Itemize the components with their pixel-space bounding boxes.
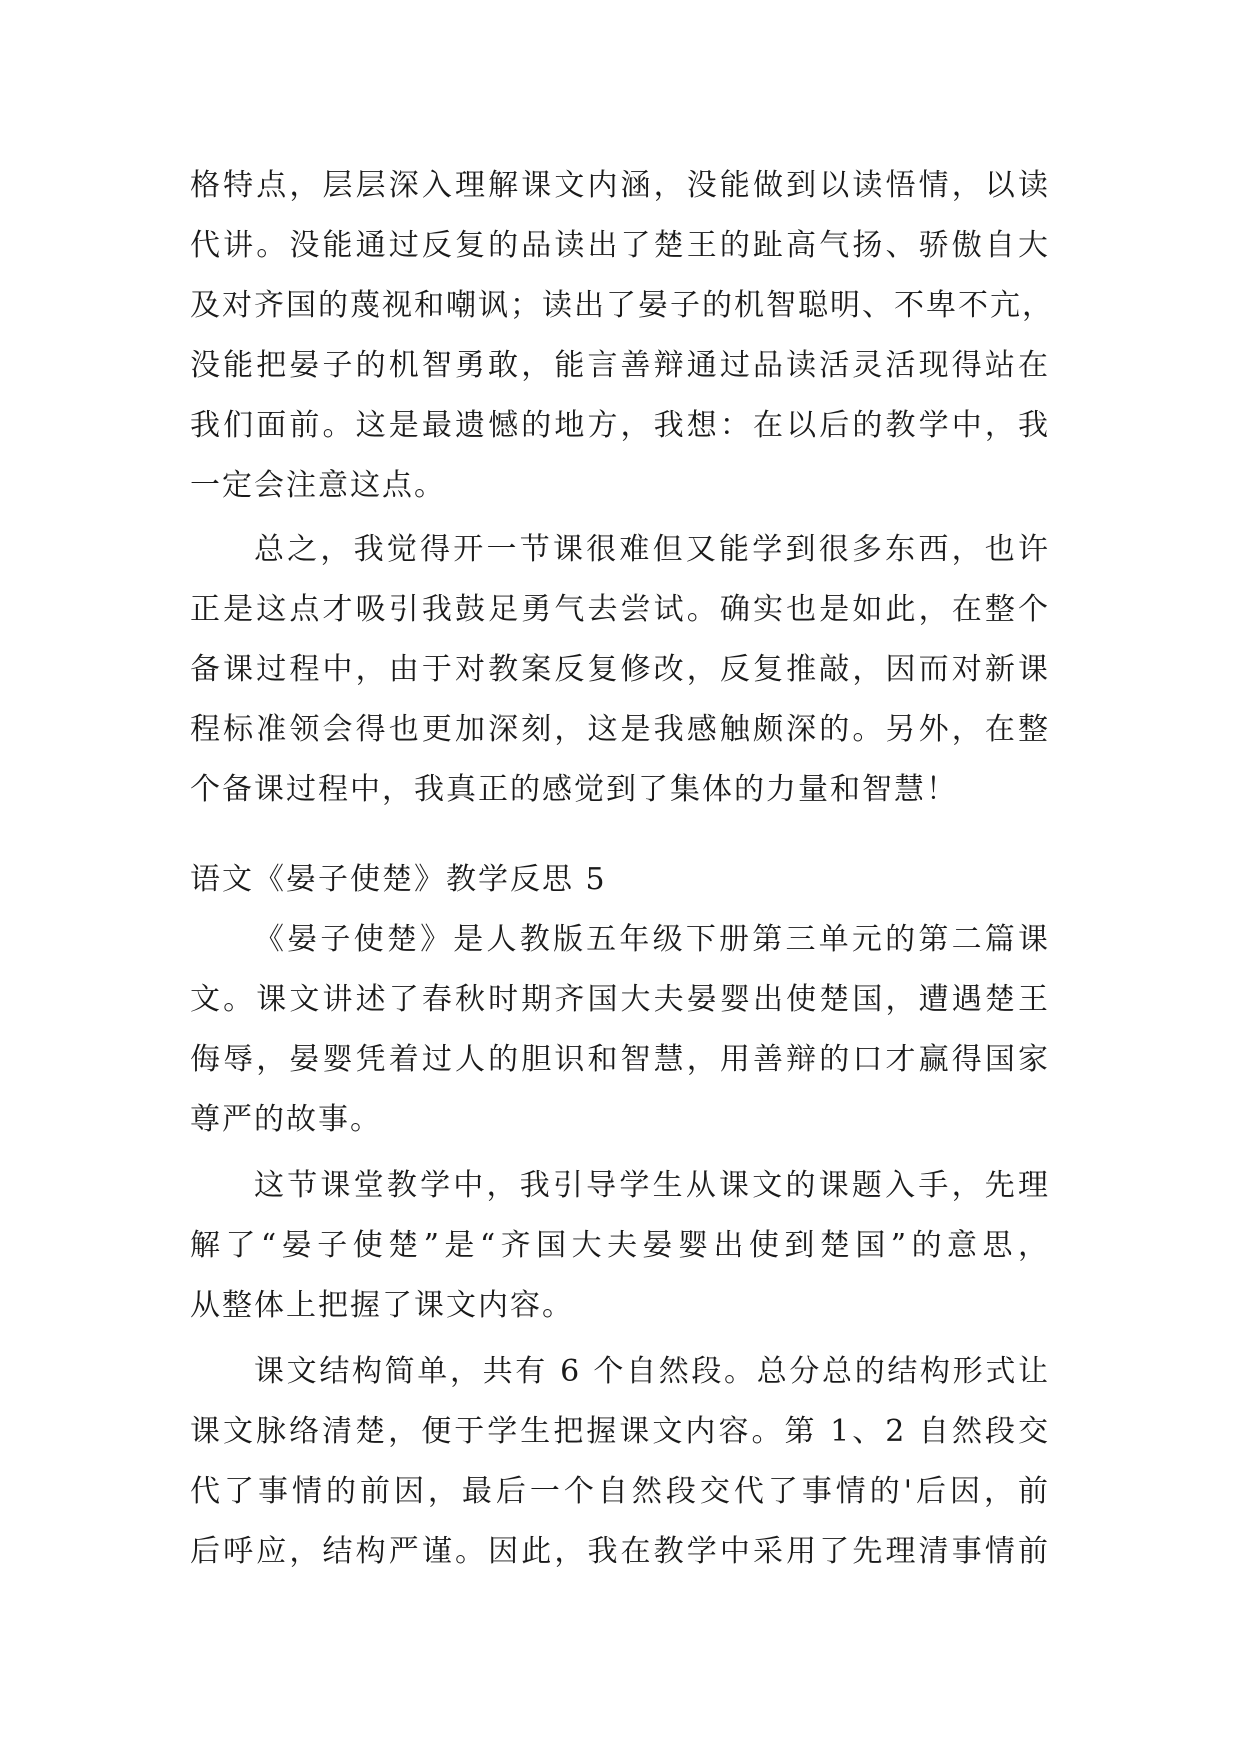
text-line: 我们面前。这是最遗憾的地方，我想：在以后的教学中，我 [190, 408, 1050, 443]
text-line: 代讲。没能通过反复的品读出了楚王的趾高气扬、骄傲自大 [190, 228, 1050, 263]
text-line: 格特点，层层深入理解课文内涵，没能做到以读悟情，以读 [190, 168, 1050, 203]
text-line: 后呼应，结构严谨。因此，我在教学中采用了先理清事情前 [190, 1534, 1050, 1569]
text-line: 没能把晏子的机智勇敢，能言善辩通过品读活灵活现得站在 [190, 348, 1050, 383]
text-line: 及对齐国的蔑视和嘲讽；读出了晏子的机智聪明、不卑不亢， [190, 288, 1054, 323]
text-line: 从整体上把握了课文内容。 [190, 1288, 574, 1323]
text-line: 程标准领会得也更加深刻，这是我感触颇深的。另外，在整 [190, 712, 1050, 747]
text-line: 课文脉络清楚，便于学生把握课文内容。第 1、2 自然段交 [190, 1414, 1050, 1449]
text-line: 文。课文讲述了春秋时期齐国大夫晏婴出使楚国，遭遇楚王 [190, 982, 1050, 1017]
section-title: 语文《晏子使楚》教学反思 5 [190, 862, 607, 897]
text-line: 个备课过程中，我真正的感觉到了集体的力量和智慧！ [190, 772, 958, 807]
text-line: 课文结构简单，共有 6 个自然段。总分总的结构形式让 [254, 1354, 1050, 1389]
text-line: 备课过程中，由于对教案反复修改，反复推敲，因而对新课 [190, 652, 1050, 687]
text-line: 侮辱，晏婴凭着过人的胆识和智慧，用善辩的口才赢得国家 [190, 1042, 1050, 1077]
text-line: 一定会注意这点。 [190, 468, 446, 503]
text-line: 这节课堂教学中，我引导学生从课文的课题入手，先理 [254, 1168, 1050, 1203]
text-line: 《晏子使楚》是人教版五年级下册第三单元的第二篇课 [254, 922, 1050, 957]
text-line: 正是这点才吸引我鼓足勇气去尝试。确实也是如此，在整个 [190, 592, 1050, 627]
text-line: 总之，我觉得开一节课很难但又能学到很多东西，也许 [254, 532, 1050, 567]
text-line: 代了事情的前因，最后一个自然段交代了事情的'后因，前 [190, 1474, 1050, 1509]
text-line: 尊严的故事。 [190, 1102, 382, 1137]
text-line: 解了“晏子使楚”是“齐国大夫晏婴出使到楚国”的意思， [190, 1228, 1050, 1263]
